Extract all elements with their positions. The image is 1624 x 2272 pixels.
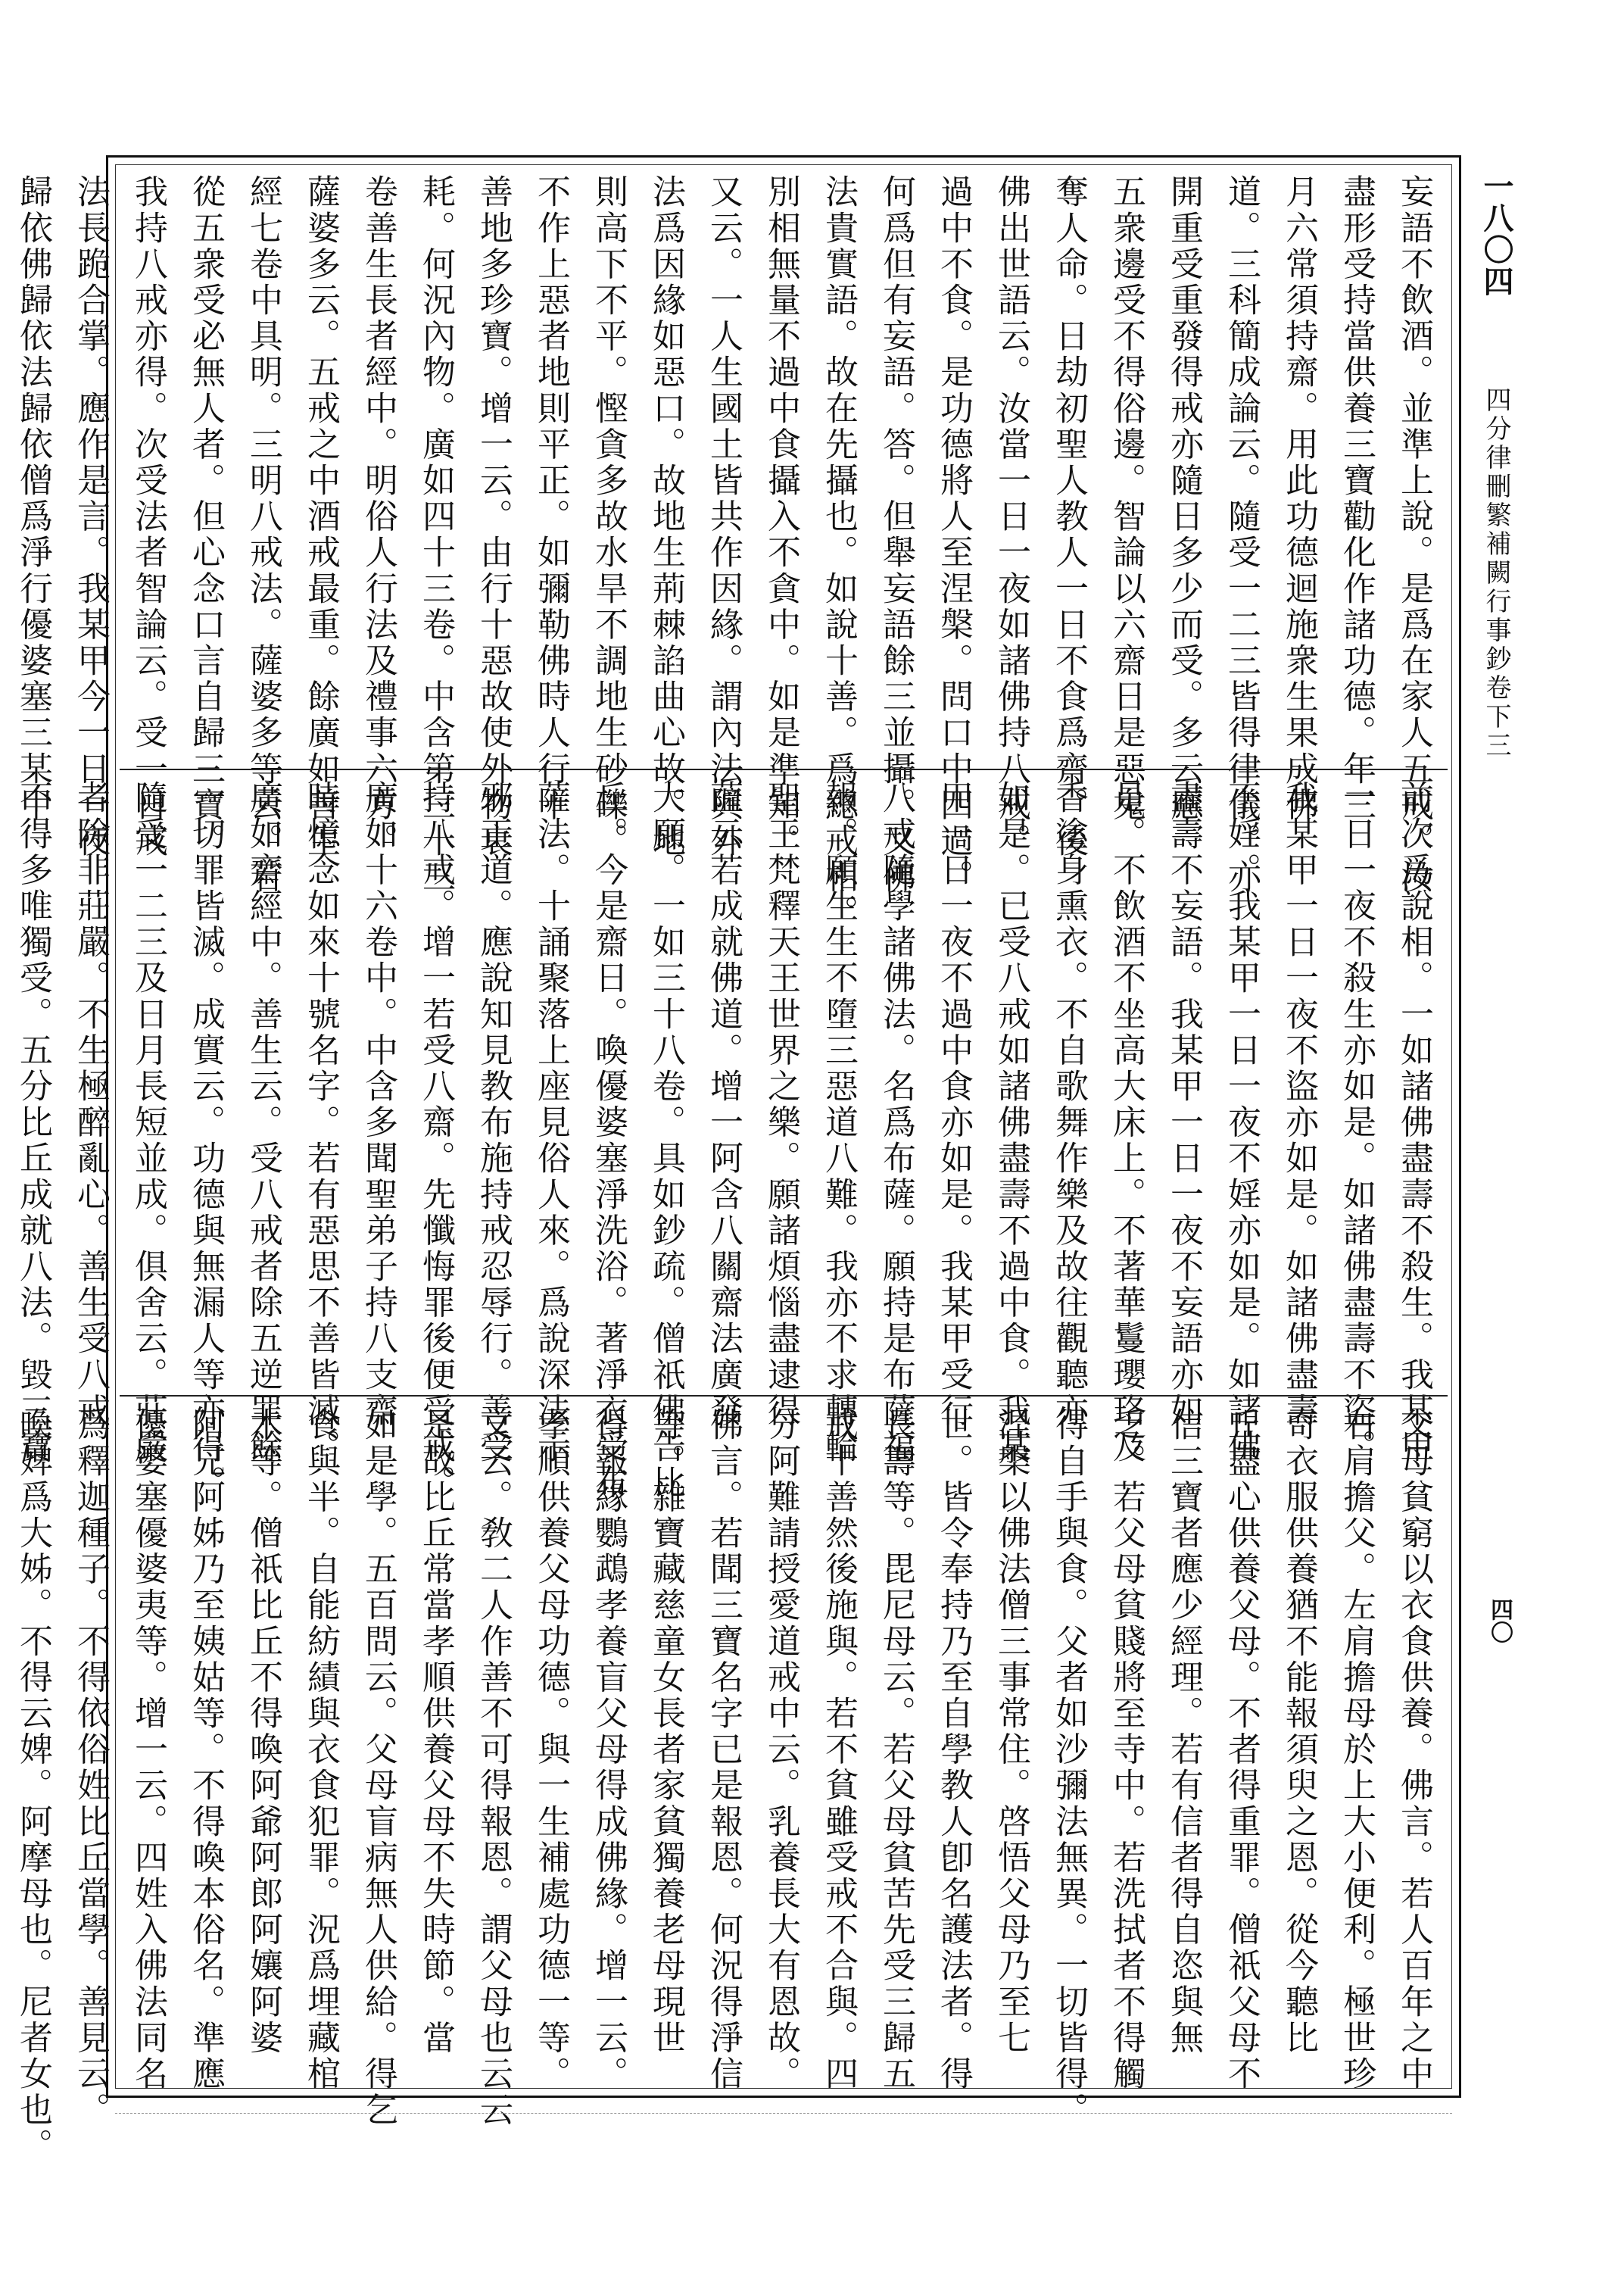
text-column: 一切罪皆滅。成實云。功德與無漏人等亦得。 (186, 780, 225, 1501)
text-column: 木等。僧祇比丘不得喚阿爺阿郎阿孃阿婆 (244, 1407, 282, 2056)
text-column: 世。皆令奉持乃至自學教人卽名護法者。得 (934, 1407, 973, 2093)
text-column: 優婆塞優婆夷等。增一云。四姓入佛法同名 (129, 1407, 167, 2093)
text-column: 父母貧窮以衣食供養。佛言。若人百年之中 (1395, 1407, 1433, 2093)
text-column (0, 174, 4, 757)
text-column: 長壽等。毘尼母云。若父母貧苦先受三歸五 (877, 1407, 915, 2093)
text-column: 得報緣鸚鵡孝養盲父母得成佛緣。增一云。 (589, 1407, 628, 2093)
text-column: 是。不飲酒不坐高大床上。不著華鬘瓔珞及 (1107, 780, 1146, 1465)
text-column: 廣如齋經中。善生云。受八戒者除五逆罪餘 (244, 780, 282, 1465)
text-column: 薩婆多云。五戒之中酒戒最重。餘廣如善生 (301, 174, 340, 860)
text-column: 食與半。自能紡績與衣食犯罪。況爲埋藏棺 (301, 1407, 340, 2093)
text-column: 卷善生長者經中。明俗人行法及禮事六方。 (359, 174, 397, 860)
text-column: 聖王梵釋天王世界之樂。願諸煩惱盡逮得 (762, 780, 800, 1429)
text-column: 開重受重發得戒亦隨日多少而受。多云應 (1164, 174, 1203, 823)
text-column: 得自手與食。父者如沙彌法無異。一切皆得。 (1049, 1407, 1088, 2128)
text-column: 不作上惡者地則平正。如彌勒佛時人行十 (531, 174, 570, 823)
text-column: 過中不食。是功德將人至涅槃。問口中四過。 (934, 174, 973, 895)
register-divider (120, 1395, 1448, 1397)
text-column (0, 1407, 4, 2081)
text-column: 不得多唯獨受。五分比丘成就八法。毀三寶 (14, 780, 52, 1465)
text-register-bottom (14, 1407, 1442, 2164)
text-column: 邪正道。應說知見教布施持戒忍辱行。善受 (474, 780, 513, 1465)
text-column: 前次爲說相。一如諸佛盡壽不殺生。我某甲 (1395, 780, 1433, 1465)
text-column: 如是學。五百問云。父母盲病無人供給。得乞 (359, 1407, 397, 2128)
text-column: 大願。一如三十八卷。具如鈔疏。僧祇佛告比 (647, 780, 685, 1501)
text-column: 者除非莊嚴。不生極醉亂心。善生受八戒 (71, 780, 110, 1429)
text-column: 佛言。若聞三寶名字已是報恩。何況得淨信 (704, 1407, 743, 2093)
text-column: 乏。若父母貧賤將至寺中。若洗拭者不得觸 (1107, 1407, 1146, 2093)
text-column: 隨受一二三及日月長短並成。俱舍云。莊嚴 (129, 780, 167, 1465)
text-column: 分阿難請授愛道戒中云。乳養長大有恩故。 (762, 1407, 800, 2093)
text-column: 廣如十六卷中。中含多聞聖弟子持八支齋 (359, 780, 397, 1429)
text-column: 涅槃以佛法僧三事常住。啓悟父母乃至七 (992, 1407, 1030, 2056)
text-register-top (14, 174, 1442, 932)
text-column: 道。三科簡成論云。隨受一二三皆得律儀。亦 (1222, 174, 1261, 895)
text-column: 丘盡心供養父母。不者得重罪。僧祇父母不 (1222, 1407, 1261, 2093)
text-column: 薩云若成就佛道。增一阿含八關齋法廣發 (704, 780, 743, 1429)
text-column: 我某甲一日一夜不盜亦如是。如諸佛盡壽 (1280, 780, 1318, 1429)
text-column: 時憶念如來十號名字。若有惡思不善皆滅。 (301, 780, 340, 1465)
text-column: 一日一夜不殺生亦如是。如諸佛盡壽不盜。 (1337, 780, 1376, 1465)
text-column: 報。願生生不墮三惡道八難。我亦不求轉輪 (819, 780, 858, 1465)
text-column: 孝順供養父母功德。與一生補處功德一等。 (531, 1407, 570, 2093)
text-column: 盡形受持當供養三寶勸化作諸功德。年三 (1337, 174, 1376, 823)
text-column: 是故比丘常當孝順供養父母不失時節。當 (416, 1407, 455, 2056)
text-column: 法爲因緣如惡口。故地生荊棘諂曲心故。地 (647, 174, 685, 860)
text-column: 五衆邊受不得俗邊。智論以六齋日是惡鬼 (1107, 174, 1146, 823)
text-column: 法貴實語。故在先攝也。如說十善。爲總戒相。 (819, 174, 858, 932)
text-column: 耗。何況內物。廣如四十三卷。中含第三十三 (416, 174, 455, 895)
text-column: 又云。一人生國土皆共作因緣。謂內法與外 (704, 174, 743, 860)
text-column: 月六常須持齋。用此功德迴施衆生果成佛 (1280, 174, 1318, 823)
text-column: 歸依佛歸依法歸依僧爲淨行優婆塞三某甲 (14, 174, 52, 823)
leaf-number: 四〇 (1486, 1598, 1513, 1643)
text-column: 盡壽不妄語。我某甲一日一夜不妄語亦如 (1164, 780, 1203, 1429)
text-column: 妄語不飲酒。並準上說。是爲在家人五戒。汝 (1395, 174, 1433, 895)
text-column: 奪人命。日劫初聖人教人一日不食爲齋。後 (1049, 174, 1088, 860)
text-column: 何爲但有妄語。答。但舉妄語餘三並攝。又佛 (877, 174, 915, 895)
text-column: 持八戒。增一若受八齋。先懺悔罪後便受戒。 (416, 780, 455, 1501)
text-column: 阿兄阿姊乃至姨姑等。不得喚本俗名。準應 (186, 1407, 225, 2093)
text-column: 信三寶者應少經理。若有信者得自恣與無 (1164, 1407, 1203, 2056)
text-column: 戒十善然後施與。若不貧雖受戒不合與。四 (819, 1407, 858, 2093)
text-column: 丘。今是齋日。喚優婆塞淨洗浴。著淨衣受布 (589, 780, 628, 1501)
text-column: 香塗身熏衣。不自歌舞作樂及故往觀聽亦 (1049, 780, 1088, 1429)
text-column: 如是。已受八戒如諸佛盡壽不過中食。我某 (992, 780, 1030, 1465)
text-register-middle (14, 780, 1442, 1501)
text-column: 爲釋迦種子。不得依俗姓比丘當學。善見云。 (71, 1407, 110, 2128)
register-divider (120, 769, 1448, 770)
text-column: 不婬。我某甲一日一夜不婬亦如是。如諸佛 (1222, 780, 1261, 1465)
text-column: 佛出世語云。汝當一日一夜如諸佛持八戒。 (992, 174, 1030, 860)
text-column: 文云。敎二人作善不可得報恩。謂父母也云云 (474, 1407, 513, 2128)
text-column: 我持八戒亦得。次受法者智論云。受一日戒 (129, 174, 167, 860)
page-number: 一八〇四 (1479, 170, 1514, 298)
text-column: 善地多珍寶。增一云。由行十惡故使外物衰 (474, 174, 513, 860)
text-column: 八戒隨學諸佛法。名爲布薩。願持是布薩福 (877, 780, 915, 1465)
text-column: 奇衣服供養猶不能報須臾之恩。從今聽比 (1280, 1407, 1318, 2056)
text-column: 別相無量不過中食攝入不貪中。如是準知。 (762, 174, 800, 860)
text-column: 法長跪合掌。應作是言。我某甲今一日一夜 (71, 174, 110, 860)
text-column: 甲一日一夜不過中食亦如是。我某甲受行 (934, 780, 973, 1429)
text-column: 右肩擔父。左肩擔母於上大小便利。極世珍 (1337, 1407, 1376, 2093)
text-column: 喚婢爲大姊。不得云婢。阿摩母也。尼者女也。 (14, 1407, 52, 2164)
text-column: 薩法。十誦聚落上座見俗人來。爲說深法示 (531, 780, 570, 1465)
bottom-rule (115, 2113, 1452, 2114)
text-column: 經七卷中具明。三明八戒法。薩婆多等云。若 (244, 174, 282, 895)
text-column: 等。雜寶藏慈童女長者家貧獨養老母現世 (647, 1407, 685, 2056)
running-title: 四分律刪繁補闕行事鈔卷下三 (1481, 386, 1511, 760)
text-column: 則高下不平。慳貪多故水旱不調地生砂礫。 (589, 174, 628, 860)
text-column (0, 780, 4, 1382)
text-column: 從五衆受必無人者。但心念口言自歸三寶。 (186, 174, 225, 860)
